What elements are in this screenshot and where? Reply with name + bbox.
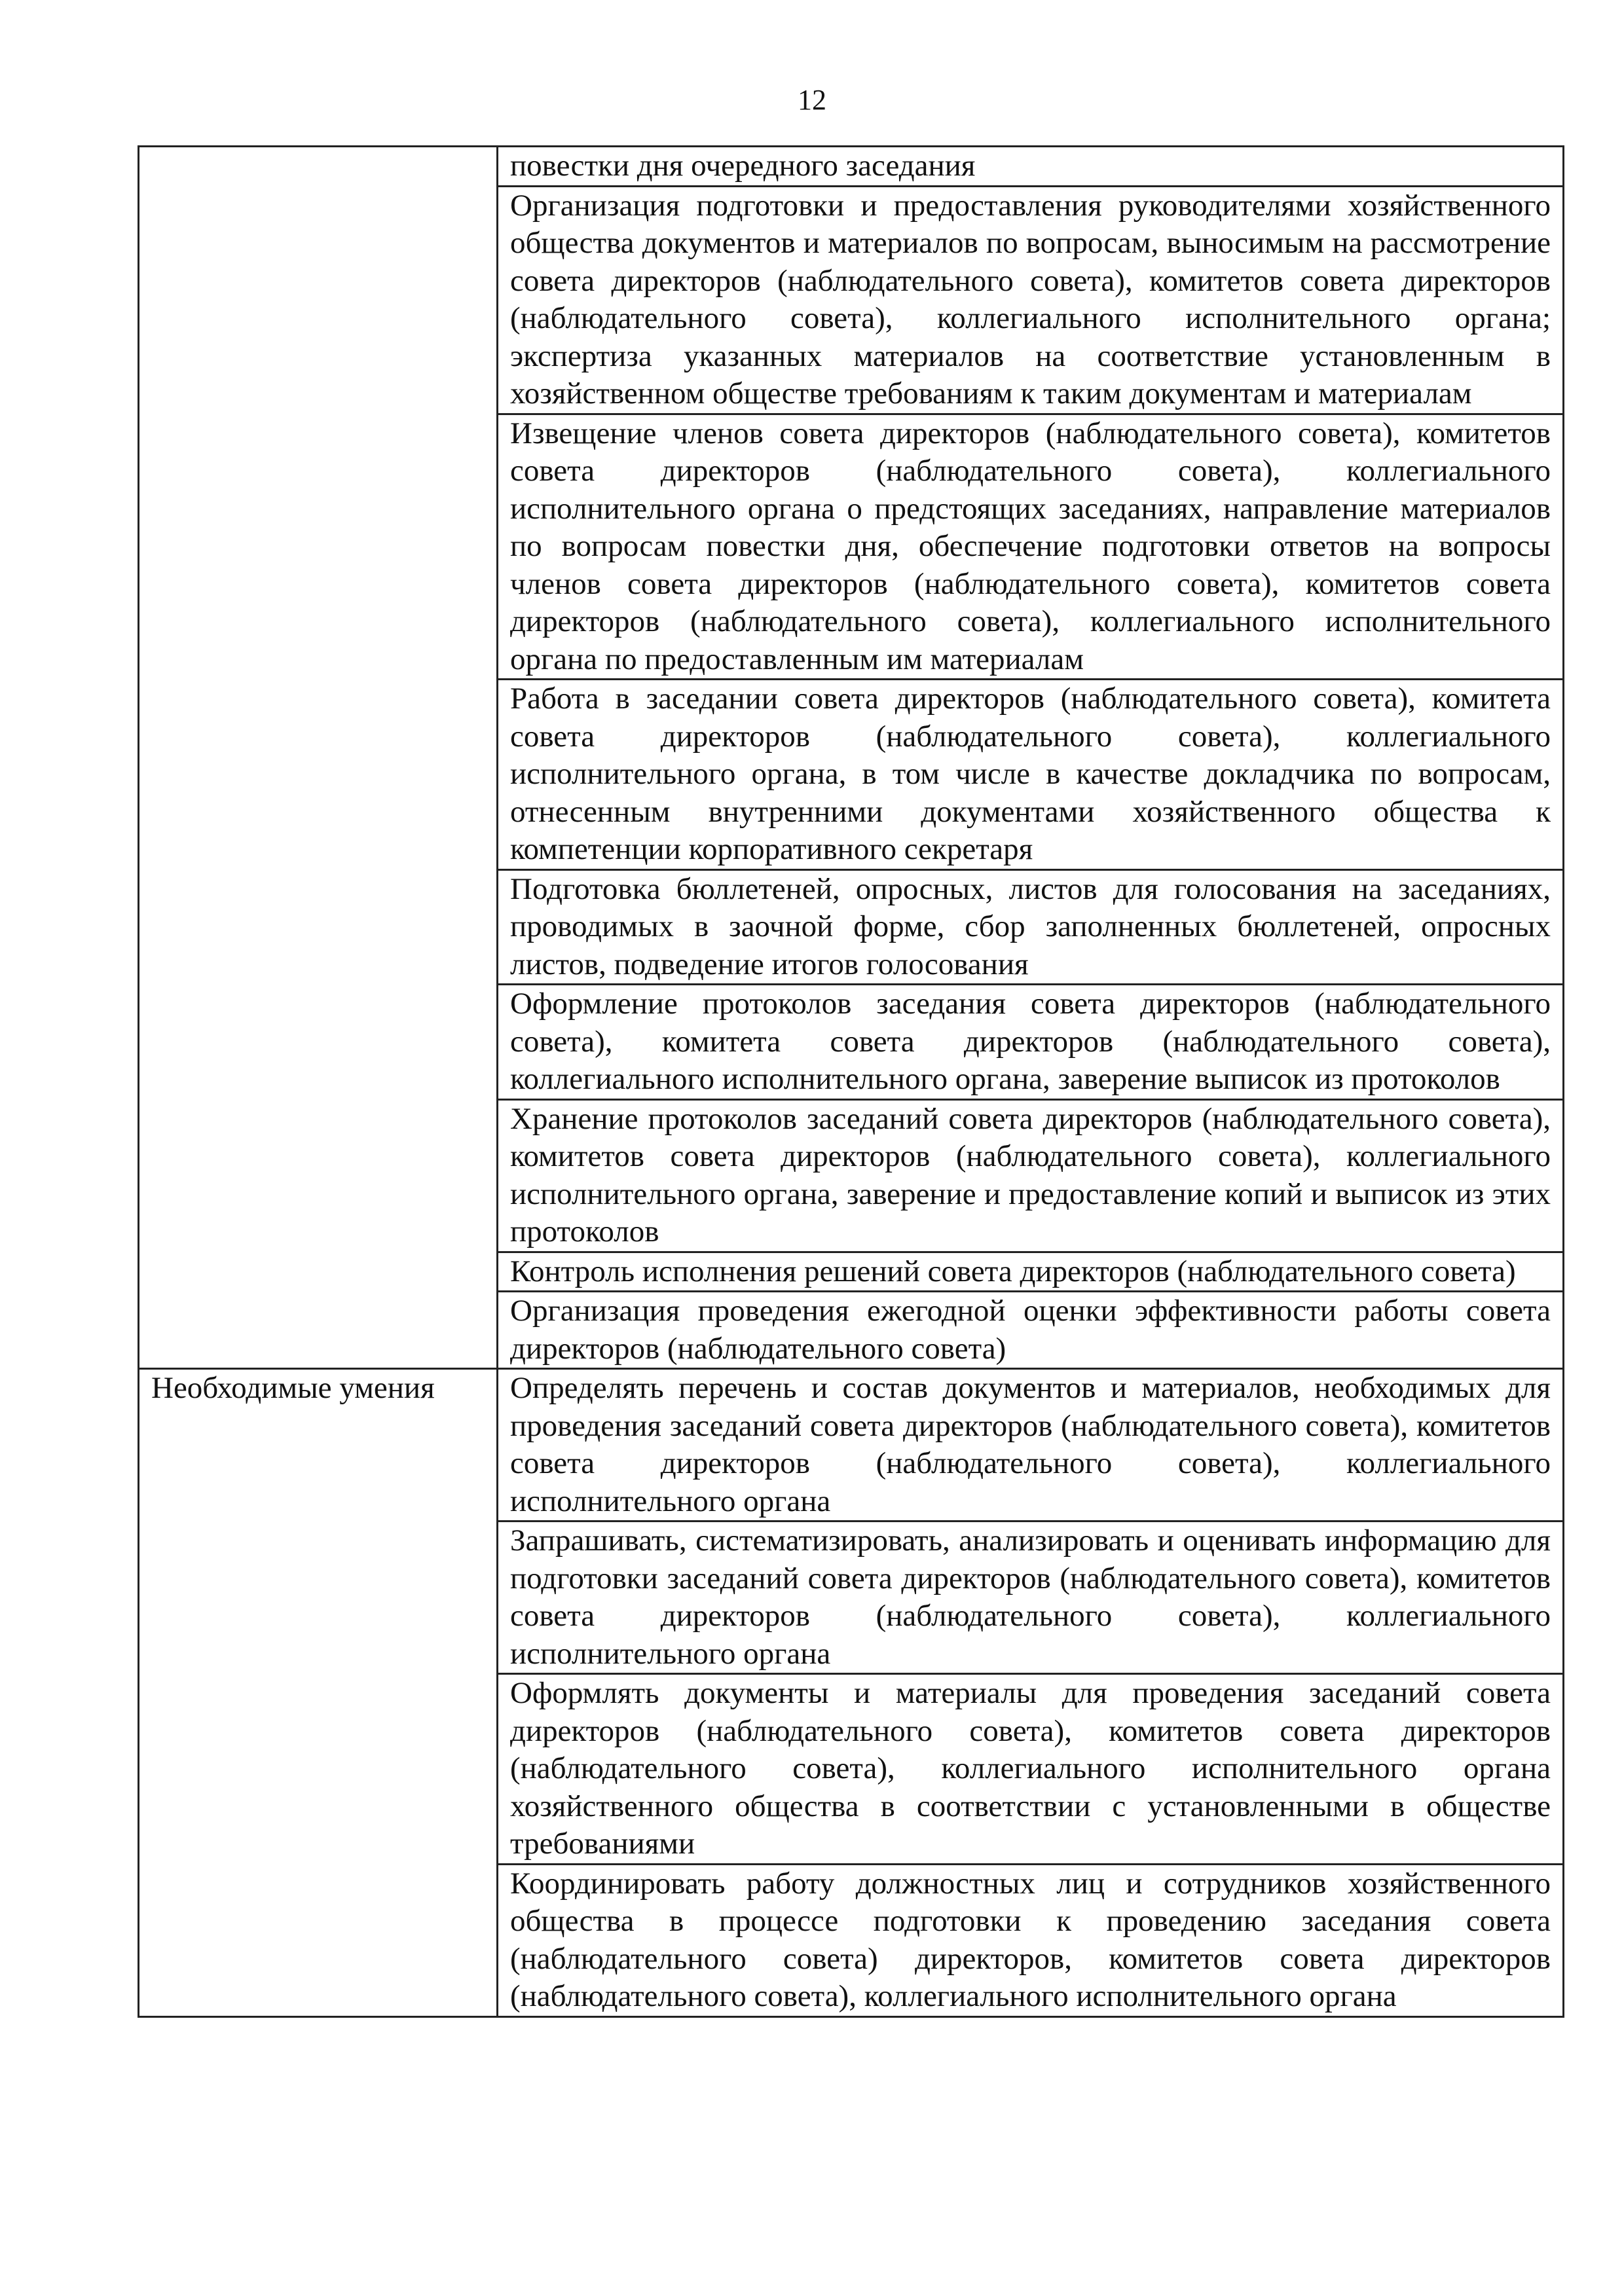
table-cell-right: Организация проведения ежегодной оценки эффективности работы совета директоров (наблюдательного совета) [498,1292,1564,1369]
table-cell-right: Запрашивать, систематизировать, анализировать и оценивать информацию для подготовки заседаний совета директоров (наблюдательного совета), комитетов совета директоров (наблюдательного совета), коллегиального исполнительного органа [498,1522,1564,1674]
table-cell-right: Хранение протоколов заседаний совета директоров (наблюдательного совета), комитетов совета директоров (наблюдательного совета), коллегиального исполнительного органа, заверение и предоставление копий и выписок из этих протоколов [498,1099,1564,1252]
table-cell-right: Организация подготовки и предоставления руководителями хозяйственного общества документов и материалов по вопросам, выносимым на рассмотрение совета директоров (наблюдательного совета), комитетов совета директоров (наблюдательного совета), коллегиального исполнительного органа; экспертиза указанных материалов на соответствие установленным в хозяйственном обществе требованиям к таким документам и материалам [498,186,1564,414]
table-cell-right: Подготовка бюллетеней, опросных, листов для голосования на заседаниях, проводимых в заочной форме, сбор заполненных бюллетеней, опросных листов, подведение итогов голосования [498,869,1564,985]
competency-table [138,145,1564,2018]
table-cell-right: Контроль исполнения решений совета директоров (наблюдательного совета) [498,1252,1564,1292]
table-row [139,147,1564,187]
table-cell-right: Координировать работу должностных лиц и сотрудников хозяйственного общества в процессе подготовки к проведению заседания совета (наблюдательного совета) директоров, комитетов совета директоров (наблюдательного совета), коллегиального исполнительного органа [498,1864,1564,2016]
table-cell-right: Работа в заседании совета директоров (наблюдательного совета), комитета совета директоров (наблюдательного совета), коллегиального исполнительного органа, в том числе в качестве докладчика по вопросам, отнесенным внутренними документами хозяйственного общества к компетенции корпоративного секретаря [498,680,1564,870]
table-row [139,1369,1564,1522]
table-cell-right: повестки дня очередного заседания [498,147,1564,187]
table-cell-left [139,147,498,1369]
table-cell-right: Извещение членов совета директоров (наблюдательного совета), комитетов совета директоров (наблюдательного совета), коллегиального исполнительного органа о предстоящих заседаниях, направление материалов по вопросам повестки дня, обеспечение подготовки ответов на вопросы членов совета директоров (наблюдательного совета), комитетов совета директоров (наблюдательного совета), коллегиального исполнительного органа по предоставленным им материалам [498,414,1564,680]
table-cell-right: Оформление протоколов заседания совета директоров (наблюдательного совета), комитета совета директоров (наблюдательного совета), коллегиального исполнительного органа, заверение выписок из протоколов [498,985,1564,1100]
page-number: 12 [798,84,826,116]
table-cell-right: Оформлять документы и материалы для проведения заседаний совета директоров (наблюдательного совета), комитетов совета директоров (наблюдательного совета), коллегиального исполнительного органа хозяйственного общества в соответствии с установленными в обществе требованиями [498,1674,1564,1865]
table-cell-right: Определять перечень и состав документов и материалов, необходимых для проведения заседаний совета директоров (наблюдательного совета), комитетов совета директоров (наблюдательного совета), коллегиального исполнительного органа [498,1369,1564,1522]
table-cell-left-skills: Необходимые умения [139,1369,498,2017]
